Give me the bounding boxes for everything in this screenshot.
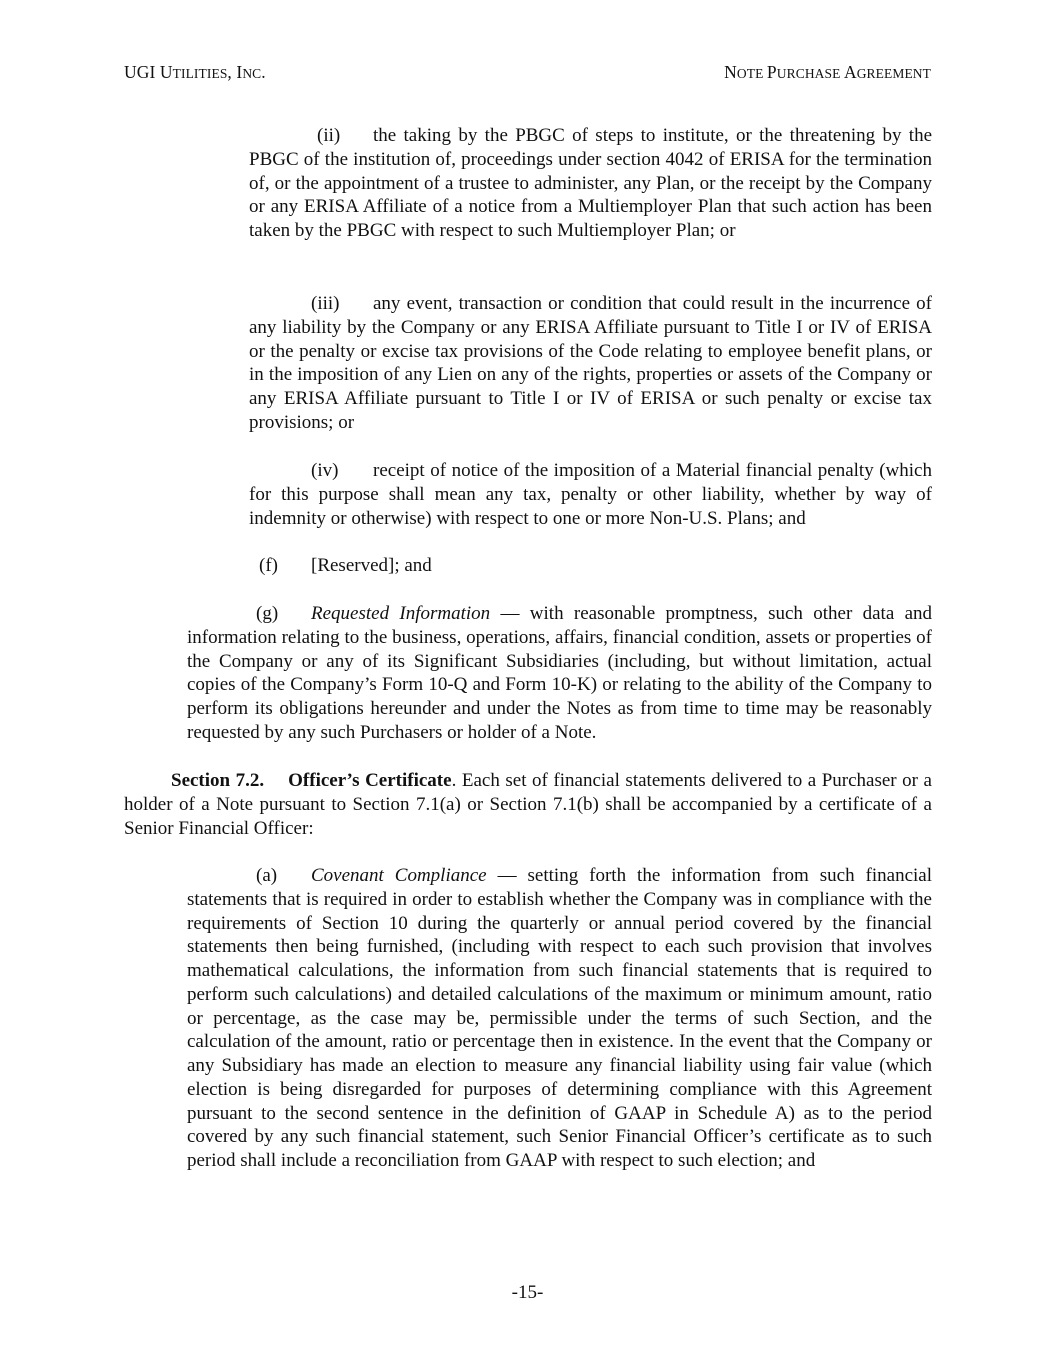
header-title-urchase: URCHASE bbox=[776, 66, 844, 81]
page-number: -15- bbox=[511, 1282, 544, 1303]
paragraph-g-heading: Requested Information bbox=[311, 603, 491, 624]
header-company-i: I bbox=[236, 62, 243, 82]
paragraph-iv bbox=[249, 459, 932, 530]
paragraph-ii-text: the taking by the PBGC of steps to institute, or the threatening by the PBGC of the institution of, proceedings under section 4042 of ERISA for the termination of, or the appointment of a trustee to administer, any Plan, or the receipt by the Company or any ERISA Affiliate of a notice from a Multiemployer Plan that such action has been taken by the PBGC with respect to such Multiemployer Plan; or bbox=[249, 125, 932, 241]
header-title-p: P bbox=[766, 62, 777, 82]
paragraph-g-text: — with reasonable promptness, such other data and information relating to the business, operations, affairs, financial condition, assets or properties of the Company or any of its Significant Subsidiaries (including, but without limitation, actual copies of the Company’s Form 10-Q and Form 10-K) or relating to the ability of the Company to perform its obligations hereunder and under the Notes as from time to time may be reasonably requested by any such Purchasers or holder of a Note. bbox=[187, 603, 932, 743]
header-company-nc: NC bbox=[242, 66, 262, 81]
header-company-name bbox=[124, 62, 266, 83]
paragraph-iii-text: any event, transaction or condition that could result in the incurrence of any liability by the Company or any ERISA Affiliate pursuant to Title I or IV of ERISA or the penalty or excise tax provisions of the Code relating to employee benefit plans, or in the imposition of any Lien on any of the rights, properties or assets of the Company or any ERISA Affiliate pursuant to Title I or IV of ERISA or such penalty or excise tax provisions; or bbox=[249, 293, 932, 433]
header-company-dot: . bbox=[261, 62, 266, 82]
paragraph-iii-number: (iii) bbox=[311, 293, 340, 314]
paragraph-g bbox=[187, 602, 932, 745]
header-document-title bbox=[724, 62, 931, 83]
paragraph-iii bbox=[249, 292, 932, 435]
paragraph-a-heading: Covenant Compliance bbox=[311, 865, 487, 886]
section-7-2-number: Section 7.2. bbox=[171, 770, 265, 791]
section-7-2-text: . Each set of financial statements delivered to a Purchaser or a holder of a Note pursuant to Section 7.1(a) or Section 7.1(b) shall be accompanied by a certificate of a Senior Financial Officer: bbox=[124, 770, 932, 839]
section-7-2-title: Officer’s Certificate bbox=[288, 770, 452, 791]
header-title-greement: GREEMENT bbox=[856, 66, 931, 81]
paragraph-a bbox=[187, 864, 932, 1173]
section-7-2 bbox=[124, 769, 932, 840]
paragraph-a-number: (a) bbox=[256, 865, 278, 886]
paragraph-f-number: (f) bbox=[259, 555, 278, 576]
header-title-ote: OTE bbox=[736, 66, 767, 81]
paragraph-f bbox=[259, 554, 559, 578]
header-company-comma: , bbox=[227, 62, 237, 82]
header-company-ugi: UGI bbox=[124, 62, 160, 82]
header-company-tilities: TILITIES bbox=[172, 66, 228, 81]
paragraph-iv-number: (iv) bbox=[311, 460, 339, 481]
paragraph-iv-text: receipt of notice of the imposition of a Material financial penalty (which for this purpose shall mean any tax, penalty or other liability, whether by way of indemnity or otherwise) with respect to one or more Non-U.S. Plans; and bbox=[249, 460, 932, 529]
header-title-a: A bbox=[843, 62, 857, 82]
paragraph-f-text: [Reserved]; and bbox=[311, 555, 432, 576]
paragraph-a-text: — setting forth the information from such financial statements that is required in order to establish whether the Company was in compliance with the requirements of Section 10 during the quarterly or annual period covered by the financial statements then being furnished, (including with respect to each such provision that involves mathematical calculations, the information from such financial statements that is required to perform such calculations) and detailed calculations of the maximum or minimum amount, ratio or percentage, as the case may be, permissible under the terms of such Section, and the calculation of the amount, ratio or percentage then in existence. In the event that the Company or any Subsidiary has made an election to measure any financial liability using fair value (which election is being disregarded for purposes of determining compliance with this Agreement pursuant to the second sentence in the definition of GAAP in Schedule A) as to the period covered by any such financial statement, such Senior Financial Officer’s certificate as to such period shall include a reconciliation from GAAP with respect to such election; and bbox=[187, 865, 933, 1171]
header-title-n: N bbox=[724, 62, 737, 82]
paragraph-ii bbox=[249, 124, 932, 243]
header-company-u: U bbox=[159, 62, 173, 82]
paragraph-ii-number: (ii) bbox=[317, 125, 341, 146]
paragraph-g-number: (g) bbox=[256, 603, 279, 624]
